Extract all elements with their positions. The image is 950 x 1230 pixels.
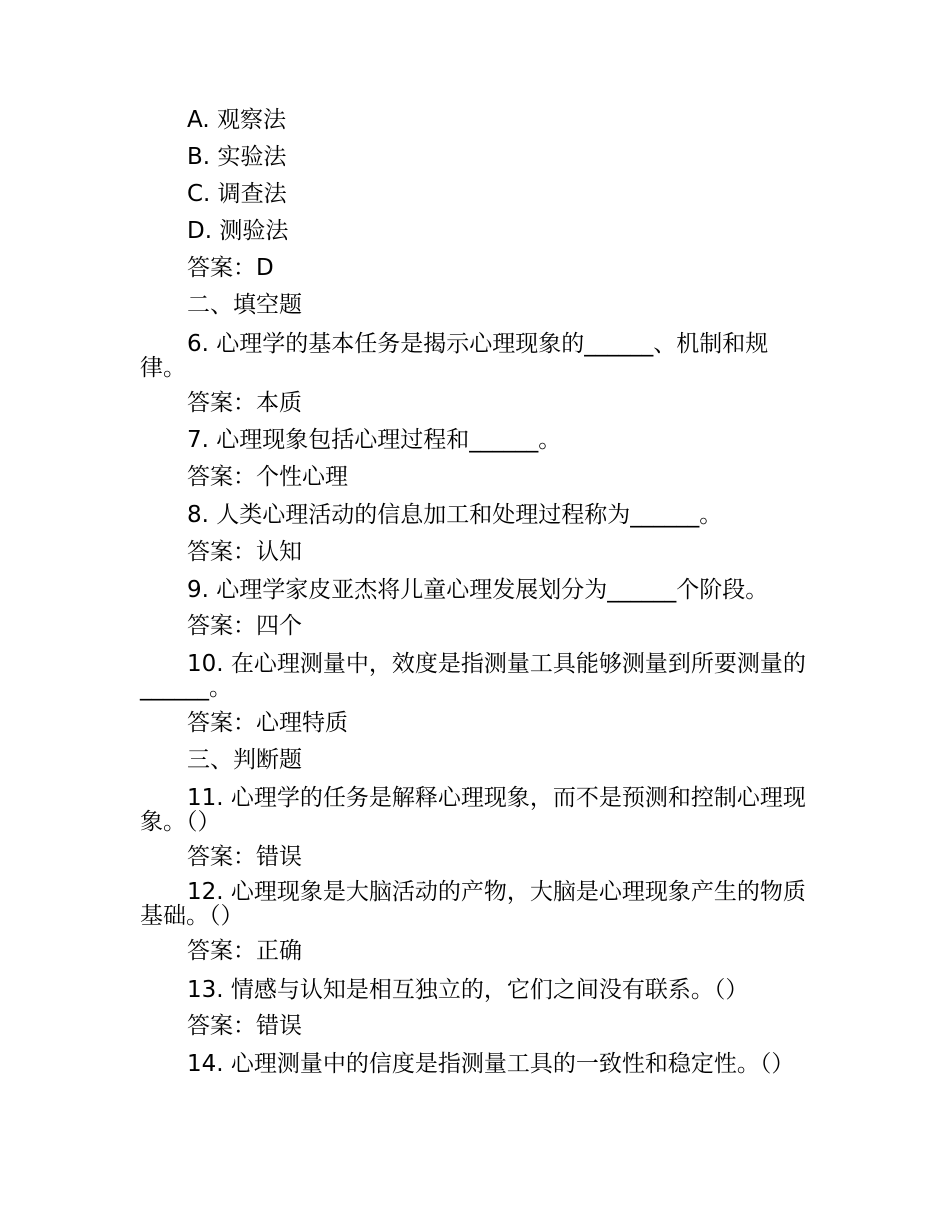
question-11-answer: 答案：错误 — [187, 844, 302, 870]
question-6: 6. 心理学的基本任务是揭示心理现象的______、机制和规律。 — [140, 331, 769, 381]
question-9: 9. 心理学家皮亚杰将儿童心理发展划分为______个阶段。 — [187, 577, 769, 603]
question-12-answer: 答案：正确 — [187, 938, 302, 964]
question-11: 11. 心理学的任务是解释心理现象，而不是预测和控制心理现象。（） — [140, 785, 806, 835]
question-8: 8. 人类心理活动的信息加工和处理过程称为______。 — [187, 502, 723, 528]
question-5-answer: 答案：D — [187, 255, 274, 281]
question-6-answer: 答案：本质 — [187, 390, 302, 416]
question-8-answer: 答案：认知 — [187, 539, 302, 565]
option-c: C. 调查法 — [187, 181, 287, 207]
question-7: 7. 心理现象包括心理过程和______。 — [187, 427, 562, 453]
option-a: A. 观察法 — [187, 107, 286, 133]
question-14: 14. 心理测量中的信度是指测量工具的一致性和稳定性。（） — [187, 1051, 795, 1077]
section-heading-fill-in: 二、填空题 — [187, 292, 302, 318]
question-7-answer: 答案：个性心理 — [187, 464, 348, 490]
question-10: 10. 在心理测量中，效度是指测量工具能够测量到所要测量的______。 — [140, 651, 806, 701]
question-12: 12. 心理现象是大脑活动的产物，大脑是心理现象产生的物质基础。（） — [140, 879, 806, 929]
option-b: B. 实验法 — [187, 144, 287, 170]
question-13: 13. 情感与认知是相互独立的，它们之间没有联系。（） — [187, 977, 749, 1003]
question-10-answer: 答案：心理特质 — [187, 710, 348, 736]
question-13-answer: 答案：错误 — [187, 1013, 302, 1039]
option-d: D. 测验法 — [187, 218, 289, 244]
question-9-answer: 答案：四个 — [187, 613, 302, 639]
section-heading-true-false: 三、判断题 — [187, 747, 302, 773]
